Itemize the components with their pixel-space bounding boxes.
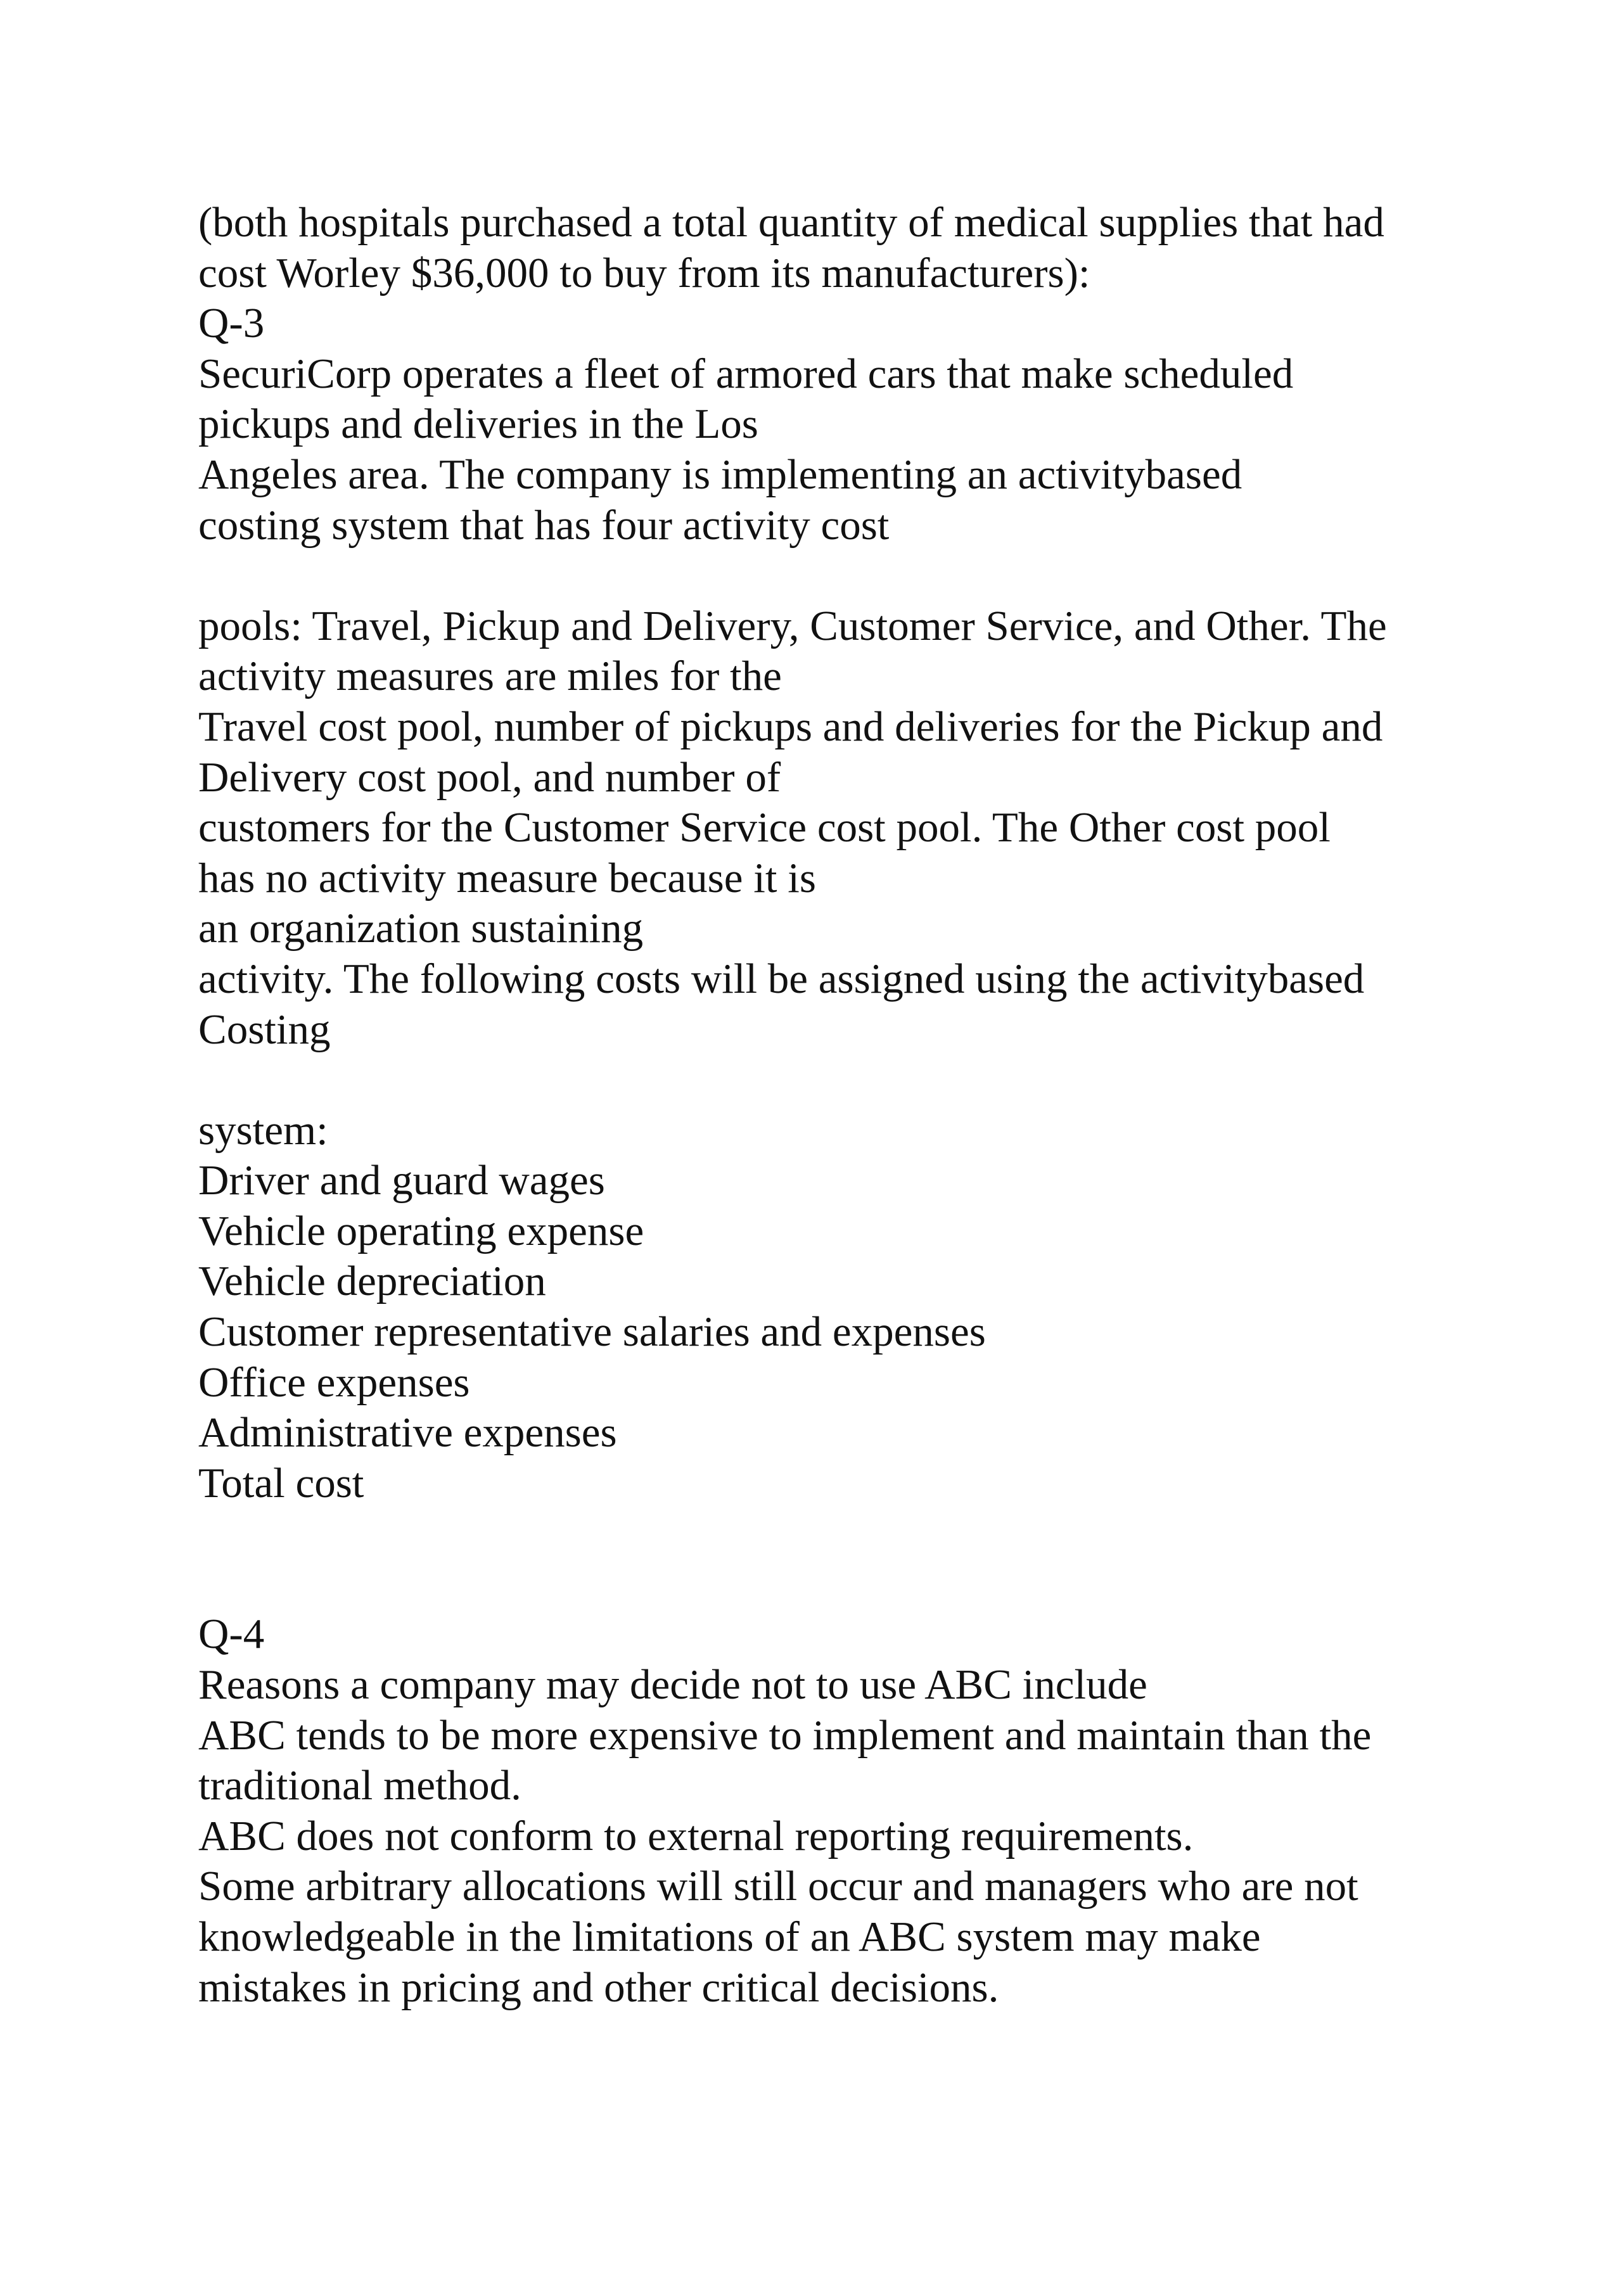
text-line: Travel cost pool, number of pickups and deliveries for the Pickup and [198, 703, 1383, 750]
text-line: customers for the Customer Service cost pool. The Other cost pool [198, 804, 1331, 851]
section-heading-q3: Q-3 [198, 300, 265, 347]
text-line: ABC tends to be more expensive to implement and maintain than the [198, 1711, 1372, 1759]
text-line: (both hospitals purchased a total quantity of medical supplies that had [198, 199, 1384, 246]
text-line: activity measures are miles for the [198, 653, 782, 700]
text-line: mistakes in pricing and other critical decisions. [198, 1963, 999, 2011]
cost-item-list [198, 1156, 1466, 1508]
cost-item: Driver and guard wages [198, 1157, 605, 1204]
section-gap [198, 1508, 1466, 1609]
cost-item: Office expenses [198, 1358, 470, 1406]
text-line: an organization sustaining [198, 905, 644, 952]
section-q3 [198, 298, 1466, 1508]
text-line: Delivery cost pool, and number of [198, 753, 781, 801]
system-label: system: [198, 1106, 328, 1154]
cost-item: Administrative expenses [198, 1409, 617, 1457]
document-body [198, 198, 1466, 2013]
cost-item: Vehicle operating expense [198, 1207, 644, 1254]
section-heading-q4: Q-4 [198, 1610, 265, 1658]
cost-item: Vehicle depreciation [198, 1258, 546, 1305]
text-line: cost Worley $36,000 to buy from its manufacturers): [198, 249, 1090, 297]
text-line: Reasons a company may decide not to use ABC include [198, 1661, 1147, 1709]
paragraph-gap [198, 1055, 1466, 1106]
text-line: Some arbitrary allocations will still occur and managers who are not [198, 1863, 1358, 1910]
section-q4 [198, 1609, 1466, 2013]
q3-paragraph-1 [198, 349, 1466, 551]
text-line: ABC does not conform to external reporting requirements. [198, 1812, 1194, 1859]
text-line: activity. The following costs will be assigned using the activitybased [198, 955, 1365, 1002]
cost-item: Customer representative salaries and expenses [198, 1308, 986, 1356]
text-line: knowledgeable in the limitations of an ABC system may make [198, 1913, 1261, 1960]
text-line: has no activity measure because it is [198, 854, 816, 902]
text-line: SecuriCorp operates a fleet of armored cars that make scheduled [198, 350, 1294, 397]
text-line: pickups and deliveries in the Los [198, 400, 758, 448]
intro-paragraph [198, 198, 1466, 298]
cost-item-total: Total cost [198, 1459, 364, 1507]
paragraph-gap [198, 551, 1466, 601]
q3-paragraph-2 [198, 601, 1466, 1055]
text-line: Costing [198, 1005, 331, 1053]
text-line: traditional method. [198, 1762, 521, 1809]
text-line: costing system that has four activity cost [198, 501, 890, 549]
text-line: Angeles area. The company is implementing an activitybased [198, 450, 1242, 498]
text-line: pools: Travel, Pickup and Delivery, Customer Service, and Other. The [198, 602, 1387, 649]
